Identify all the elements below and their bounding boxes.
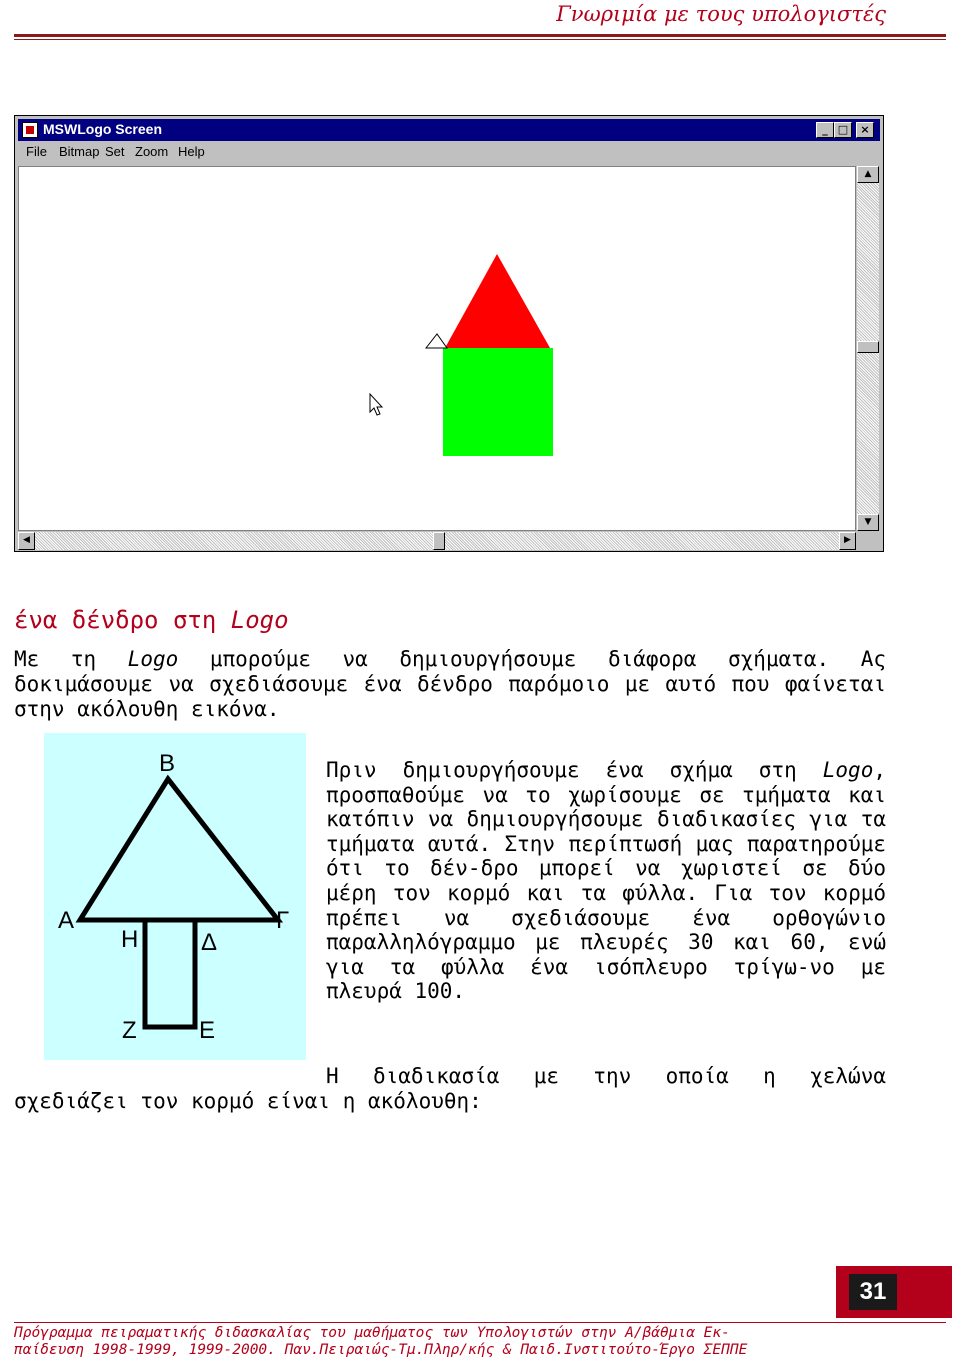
explanation-logo: Logo <box>822 758 874 782</box>
header-title: Γνωριμία με τους υπολογιστές <box>556 2 886 26</box>
resize-grip-icon[interactable] <box>857 532 879 550</box>
vertical-scroll-thumb[interactable] <box>857 341 879 353</box>
section-title <box>14 606 289 634</box>
vertical-scrollbar[interactable] <box>857 166 879 531</box>
procedure-intro-line2: σχεδιάζει τον κορμό είναι η ακόλουθη: <box>14 1089 482 1113</box>
label-h: Η <box>121 926 139 953</box>
leaves-triangle <box>80 779 278 920</box>
scroll-up-arrow-icon[interactable]: ▲ <box>857 166 879 183</box>
house-drawing <box>19 167 856 531</box>
explanation-paragraph <box>326 758 886 1004</box>
close-button[interactable]: × <box>856 122 874 138</box>
mswlogo-window <box>14 115 884 552</box>
header-divider-thin <box>14 39 946 40</box>
horizontal-scroll-thumb[interactable] <box>433 532 445 550</box>
footer-line-2: παίδευση 1998-1999, 1999-2000. Παν.Πειραιώς-Τμ.Πληρ/κής & Παιδ.Ινστιτούτο-Έργο ΣΕΠΠΕ <box>14 1342 748 1358</box>
app-icon[interactable] <box>22 122 38 138</box>
window-title: MSWLogo Screen <box>43 121 163 137</box>
turtle-icon <box>426 334 447 348</box>
roof-triangle <box>445 254 550 348</box>
minimize-button[interactable]: _ <box>816 122 834 138</box>
mouse-pointer-icon <box>370 394 382 415</box>
explanation-text-b: , προσπαθούμε να το χωρίσουμε σε τμήματα και κατόπιν να δημιουργήσουμε διαδικασίες για τα τμήματα αυτά. Στην περίπτωσή μας παρατηρούμε ότι το δέν-δρο μπορεί να χωριστεί σε δύο μέρη τον κορμό και τα φύλλα. Για τον κορμό πρέπει να σχεδιάσουμε ένα ορθογώνιο παραλληλόγραμμο με πλευρές 30 και 60, ενώ για τα φύλλα ένα ισόπλευρο τρίγω-νο με πλευρά 100. <box>326 758 886 1004</box>
label-b: Β <box>159 750 176 777</box>
drawing-canvas[interactable] <box>18 166 856 531</box>
intro-logo: Logo <box>127 647 179 671</box>
menu-bitmap[interactable]: Bitmap <box>59 144 100 159</box>
intro-paragraph <box>14 647 886 722</box>
menu-zoom[interactable]: Zoom <box>135 144 169 159</box>
menu-set[interactable]: Set <box>105 144 125 159</box>
procedure-intro-line1: Η διαδικασία με την οποία η χελώνα <box>326 1064 886 1088</box>
scroll-left-arrow-icon[interactable]: ◀ <box>18 532 35 550</box>
label-z: Ζ <box>122 1017 137 1044</box>
horizontal-scrollbar[interactable] <box>18 532 856 550</box>
page-number: 31 <box>849 1274 897 1310</box>
footer-line-1: Πρόγραμμα πειραματικής διδασκαλίας του μαθήματος των Υπολογιστών στην Α/βάθμια Εκ- <box>14 1325 730 1341</box>
trunk-rectangle <box>145 920 195 1027</box>
footer-divider <box>14 1322 946 1323</box>
section-title-logo: Logo <box>230 606 289 634</box>
tree-diagram <box>44 733 306 1060</box>
intro-text-a: Με τη <box>14 647 128 671</box>
scroll-right-arrow-icon[interactable]: ▶ <box>839 532 856 550</box>
label-a: Α <box>58 907 75 934</box>
menu-bar <box>18 143 880 163</box>
section-title-text: ένα δένδρο στη <box>14 606 231 634</box>
menu-file[interactable]: File <box>26 144 47 159</box>
scroll-down-arrow-icon[interactable]: ▼ <box>857 514 879 531</box>
tree-diagram-svg <box>44 733 306 1060</box>
label-g: Γ <box>276 907 290 934</box>
wall-square <box>443 348 553 456</box>
maximize-button[interactable]: □ <box>834 122 852 138</box>
label-e: Ε <box>199 1017 216 1044</box>
explanation-text-a: Πριν δημιουργήσουμε ένα σχήμα στη <box>326 758 823 782</box>
window-titlebar[interactable] <box>18 119 880 141</box>
header-divider <box>14 34 946 37</box>
label-d: Δ <box>201 929 218 956</box>
intro-text-b: μπορούμε να δημιουργήσουμε διάφορα σχήματα. Ας δοκιμάσουμε να σχεδιάσουμε ένα δένδρο παρόμοιο με αυτό που φαίνεται στην ακόλουθη εικόνα. <box>14 647 887 721</box>
menu-help[interactable]: Help <box>178 144 205 159</box>
